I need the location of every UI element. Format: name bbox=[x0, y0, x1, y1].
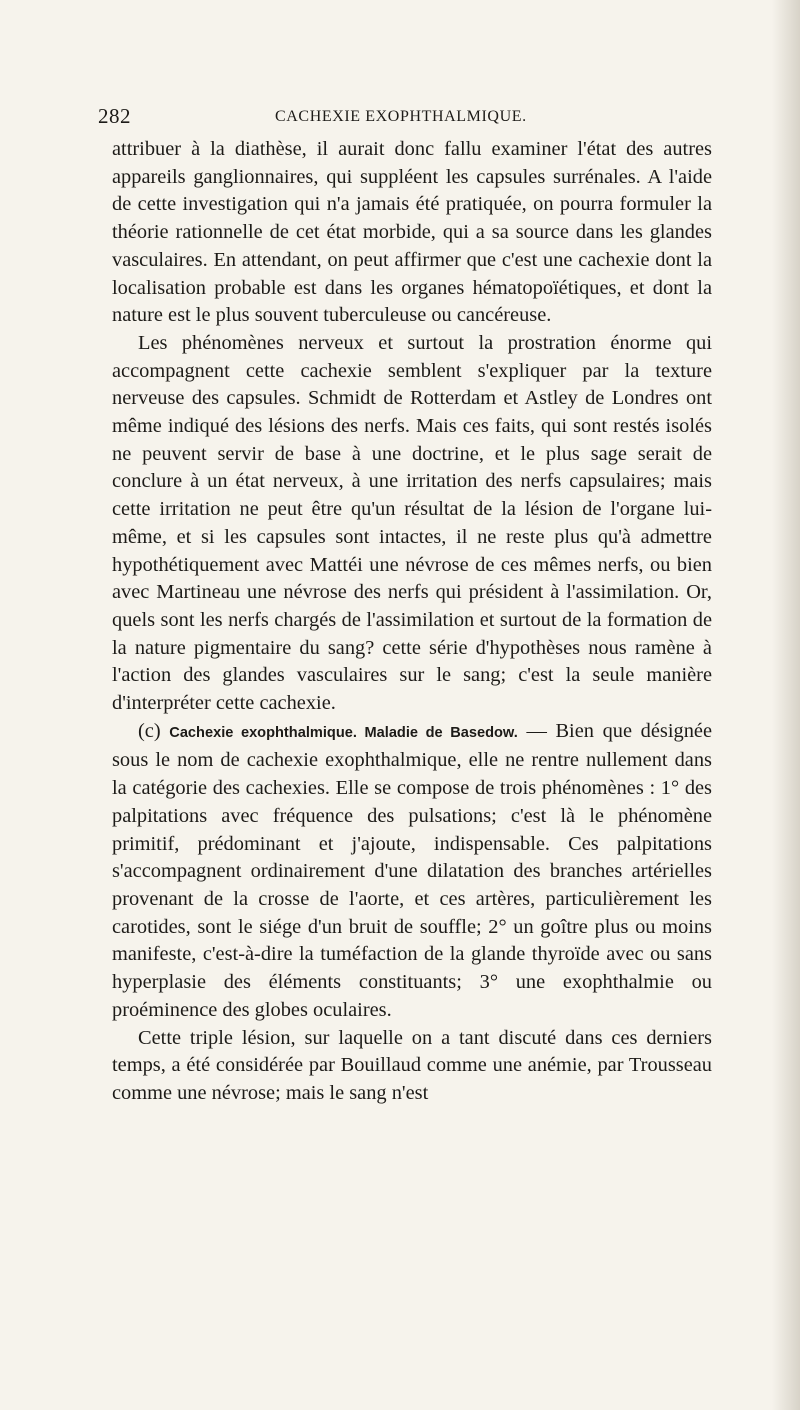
paragraph-text: Cette triple lésion, sur laquelle on a tant discuté dans ces derniers temps, a été considérée par Bouillaud comme une anémie, par Trousseau comme une névrose; mais le sang n'est bbox=[112, 1026, 712, 1104]
body-text bbox=[112, 136, 712, 1108]
paragraph-section-c bbox=[112, 718, 712, 1025]
section-label: (c) bbox=[138, 719, 161, 742]
paragraph bbox=[112, 330, 712, 718]
page-header bbox=[98, 104, 718, 134]
paragraph-text: attribuer à la diathèse, il aurait donc fallu examiner l'état des autres appareils ganglionnaires, qui suppléent les capsules surrénales. A l'aide de cette investigation qui n'a jamais été pratiquée, on pourra formuler la théorie rationnelle de cet état morbide, qui a sa source dans les glandes vasculaires. En attendant, on peut affirmer que c'est une cachexie dont la localisation probable est dans les organes hématopoïétiques, et dont la nature est le plus souvent tuberculeuse ou cancéreuse. bbox=[112, 138, 712, 327]
page-number: 282 bbox=[98, 104, 131, 128]
section-heading: Cachexie exophthalmique. Maladie de Basedow. bbox=[169, 724, 518, 741]
paragraph-text: — Bien que désignée sous le nom de cachexie exophthalmique, elle ne rentre nullement dans la catégorie des cachexies. Elle se compose de trois phénomènes : 1° des palpitations avec fréquence des pulsations; c'est là le phénomène primitif, prédominant et j'ajoute, indispensable. Ces palpitations s'accompagnent ordinairement d'une dilatation des branches artérielles provenant de la crosse de l'aorte, et ces artères, particulièrement les carotides, sont le siége d'un bruit de souffle; 2° un goître plus ou moins manifeste, c'est-à-dire la tuméfaction de la glande thyroïde avec ou sans hyperplasie des éléments constituants; 3° une exophthalmie ou proéminence des globes oculaires. bbox=[112, 719, 712, 1021]
paragraph bbox=[112, 136, 712, 330]
running-title: CACHEXIE EXOPHTHALMIQUE. bbox=[275, 108, 527, 125]
page-edge-shadow bbox=[772, 0, 800, 1410]
paragraph bbox=[112, 1025, 712, 1108]
paragraph-text: Les phénomènes nerveux et surtout la prostration énorme qui accompagnent cette cachexie semblent s'expliquer par la texture nerveuse des capsules. Schmidt de Rotterdam et Astley de Londres ont même indiqué des lésions des nerfs. Mais ces faits, qui sont restés isolés ne peuvent servir de base à une doctrine, et le plus sage serait de conclure à un état nerveux, à une irritation des nerfs capsulaires; mais cette irritation ne peut être qu'un résultat de la lésion de l'organe lui-même, et si les capsules sont intactes, il ne reste plus qu'à admettre hypothétiquement avec Mattéi une névrose de ces mêmes nerfs, ou bien avec Martineau une névrose des nerfs qui président à l'assimilation. Or, quels sont les nerfs chargés de l'assimilation et surtout de la formation de la nature pigmentaire du sang? cette série d'hypothèses nous ramène à l'action des glandes vasculaires sur le sang; c'est la seule manière d'interpréter cette cachexie. bbox=[112, 331, 712, 715]
